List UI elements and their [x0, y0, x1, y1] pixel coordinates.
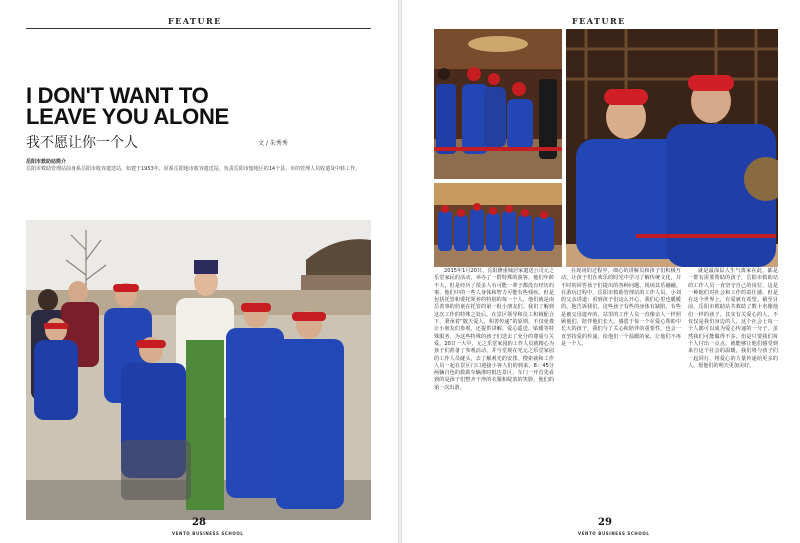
article-title-en	[26, 85, 229, 127]
page-number: 28	[192, 517, 206, 528]
author-byline: 文 / 朱秀秀	[258, 140, 288, 147]
group-photo	[26, 220, 371, 520]
school-name: VENTO BUSINESS SCHOOL	[578, 531, 650, 536]
title-line-2: LEAVE YOU ALONE	[26, 104, 229, 129]
title-line-1: I DON'T WANT TO	[26, 83, 209, 108]
article-title-cn: 我不愿让你一个人	[26, 135, 138, 151]
children-portrait-photo	[566, 29, 778, 267]
section-header: FEATURE	[168, 16, 222, 26]
header-rule	[26, 28, 371, 29]
intro-text: 岳阳市救助管理站前身系岳阳市收容遣送站，始建于1953年，原系岳阳地市收容遣送站，负责岳阳市辖地区的14个县、市的管理人员收遣及中转工作。	[26, 166, 361, 172]
article-column-1: 2015年1月20日，岳阳隆重城居家遣送公司元之乐堂家民的活动，举办了一群特殊的游客。他们年龄不大，但是经历了很多人有可能一辈子都没有经历的事。他们中的一些人身体和智力可能有些残疾。但是包括托管和委托领养的特别的每一个人，他们就是南岳善事的幼童在托管的第一批小朋友们。我们了解到这次工作的特殊之处后，在景区领导和员工积极配合下，秉承着“敬天爱人，积善传递”的原则，不仅免费让小朋友们参观，还提供讲解、爱心遥送、贴暖等特殊服务，为这些特殊的孩子们送去了充分的尊重与关爱。20日一大早，元之乐堂家园的工作人员就精心为孩子们准备了参观活动，并与堂观在光元之乐堂家园的工作人员碰头，去了解观光的安排。搜索就和工作人员一起在景区门口迎接小客人们的到来。8：45分两辆自色的救助车辆准时抵达景区，车门一开首先看到的是孩子们整齐干净的衣服和绽放的笑脸，他们的第一次出游。	[434, 268, 554, 391]
right-page	[402, 0, 800, 543]
page-number: 29	[598, 517, 612, 528]
museum-photo	[434, 29, 562, 179]
intro-heading: 岳阳市救助站简介	[26, 159, 67, 165]
article-column-2: 在现场的过程中，细心的讲解员和孩子们积极互动，让孩子们在欢乐的时光中学习了解传统文化，并不时的回答孩子们提出的各种问题，现场其乐融融。在游玩过程中，岳阳市救助管理站的工作人员，小刘的父亲讲道：看到孩子们这么开心，我们心里也暖暖的。他告诉我们，这些孩子有些的身体有缺陷，有些是被父母遗弃的，站里的工作人员一直像亲人一样照顾他们，陪伴他们长大。感恩于每一个在爱心帮助中长大的孩子，我们与了关心和陪伴的重要性，也会一直坚持爱的传递，给他们一个温暖的家，让他们不再是一个人。	[561, 268, 681, 347]
article-column-3: 就是最深层人生气离家在此，都是一群有需要帮助的孩子，岳阳市救助站的工作人员一直坚守自己的岗位，这是一种他们对社会和工作的责任感，但是在这个世界上，有爱就有希望。截至目前，岳阳市救助站共救助了数十名像他们一样的孩子。其实有关爱心的人，不仅仅是我们身边的人，这个社会上每一个人都可以成为爱心传递的一分子。虽然我们可能做得不多，但是只要我们每个人付出一点点，就能够让他们感受到来自这个社会的温暖。我们将与孩子们一起同行，将爱心的力量传递给更多的人，愿他们的明天更加美好。	[688, 268, 778, 369]
left-page	[0, 0, 398, 543]
group-hall-photo	[434, 183, 562, 267]
section-header: FEATURE	[572, 16, 626, 26]
school-name: VENTO BUSINESS SCHOOL	[172, 531, 244, 536]
